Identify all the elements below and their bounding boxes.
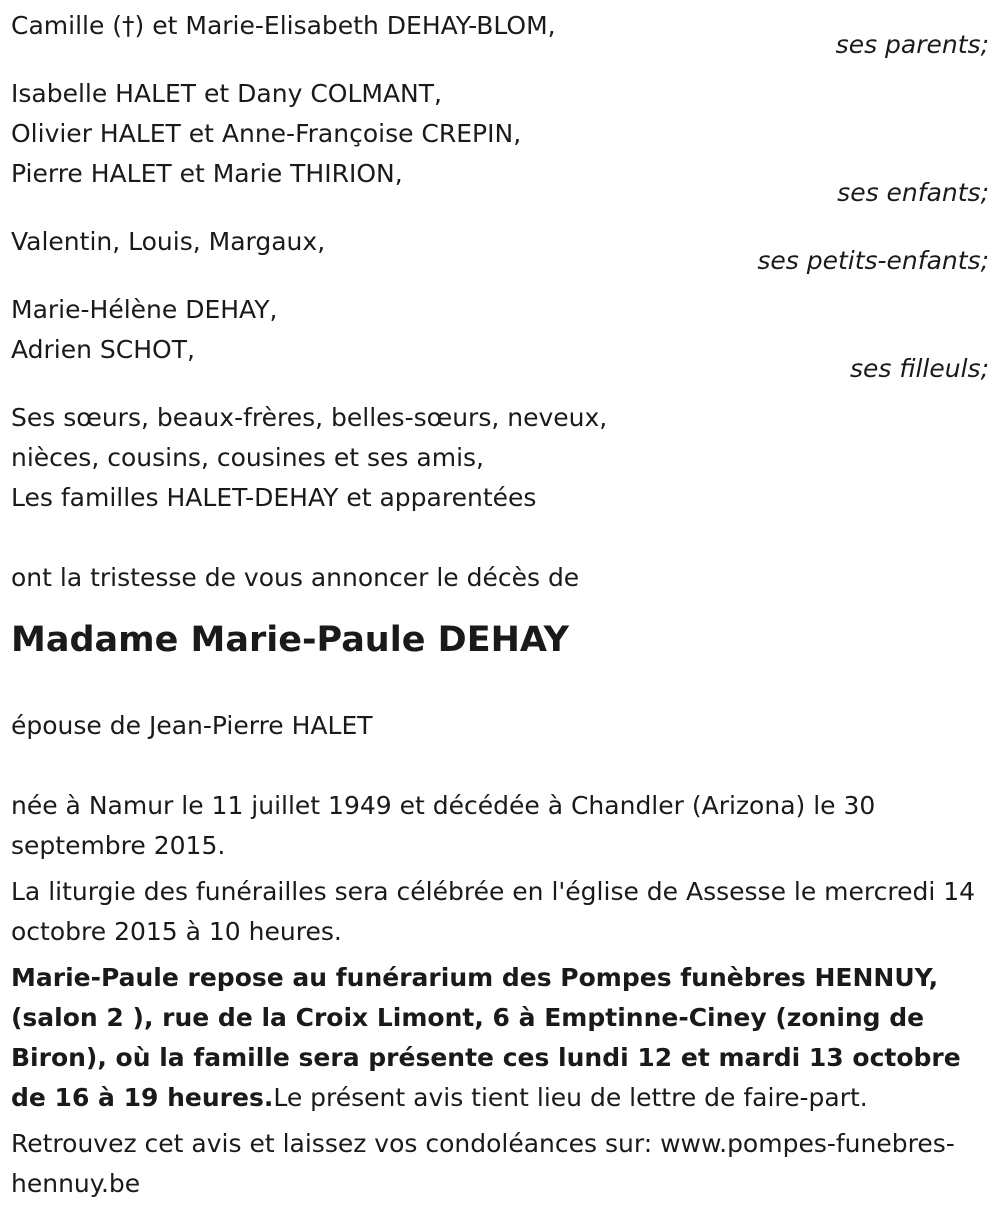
grandchildren-role: ses petits-enfants; xyxy=(757,246,989,275)
parents-role: ses parents; xyxy=(835,30,989,59)
funeral-text: La liturgie des funérailles sera célébrée en l'église de Assesse le mercredi 14 octobre 2015 à 10 heures. xyxy=(11,877,976,946)
child-line: Pierre HALET et Marie THIRION, xyxy=(11,159,403,188)
spacer xyxy=(11,746,990,786)
spacer xyxy=(11,518,990,558)
extended-family-line: Ses sœurs, beaux-frères, belles-sœurs, neveux, xyxy=(11,403,608,432)
spouse-text: épouse de Jean-Pierre HALET xyxy=(11,711,373,740)
parents-line: Camille (†) et Marie-Elisabeth DEHAY-BLOM, xyxy=(11,11,556,40)
godchild-line: Adrien SCHOT, xyxy=(11,335,195,364)
faire-part-notice: Le présent avis tient lieu de lettre de faire-part. xyxy=(273,1083,868,1112)
announcement-text: ont la tristesse de vous annoncer le décès de xyxy=(11,563,580,592)
children-role: ses enfants; xyxy=(837,178,989,207)
child-line: Isabelle HALET et Dany COLMANT, xyxy=(11,79,442,108)
deceased-name: Madame Marie-Paule DEHAY xyxy=(11,620,569,660)
child-line: Olivier HALET et Anne-Françoise CREPIN, xyxy=(11,119,522,148)
godchildren-role: ses filleuls; xyxy=(849,354,989,383)
godchild-line: Marie-Hélène DEHAY, xyxy=(11,295,278,324)
extended-family-line: nièces, cousins, cousines et ses amis, xyxy=(11,443,484,472)
condolences-text: Retrouvez cet avis et laissez vos condoléances sur: www.pompes-funebres-hennuy.be xyxy=(11,1129,955,1198)
viewing-paragraph xyxy=(11,958,990,1118)
extended-family-line: Les familles HALET-DEHAY et apparentées xyxy=(11,483,537,512)
viewing-details: Marie-Paule repose au funérarium des Pompes funèbres HENNUY, (salon 2 ), rue de la Croix Limont, 6 à Emptinne-Ciney (zoning de Biron), où la famille sera présente ces lundi 12 et mardi 13 octobre de 16 à 19 heures. xyxy=(11,963,961,1112)
birth-death-text: née à Namur le 11 juillet 1949 et décédée à Chandler (Arizona) le 30 septembre 2015. xyxy=(11,791,876,860)
grandchildren-line: Valentin, Louis, Margaux, xyxy=(11,227,326,256)
